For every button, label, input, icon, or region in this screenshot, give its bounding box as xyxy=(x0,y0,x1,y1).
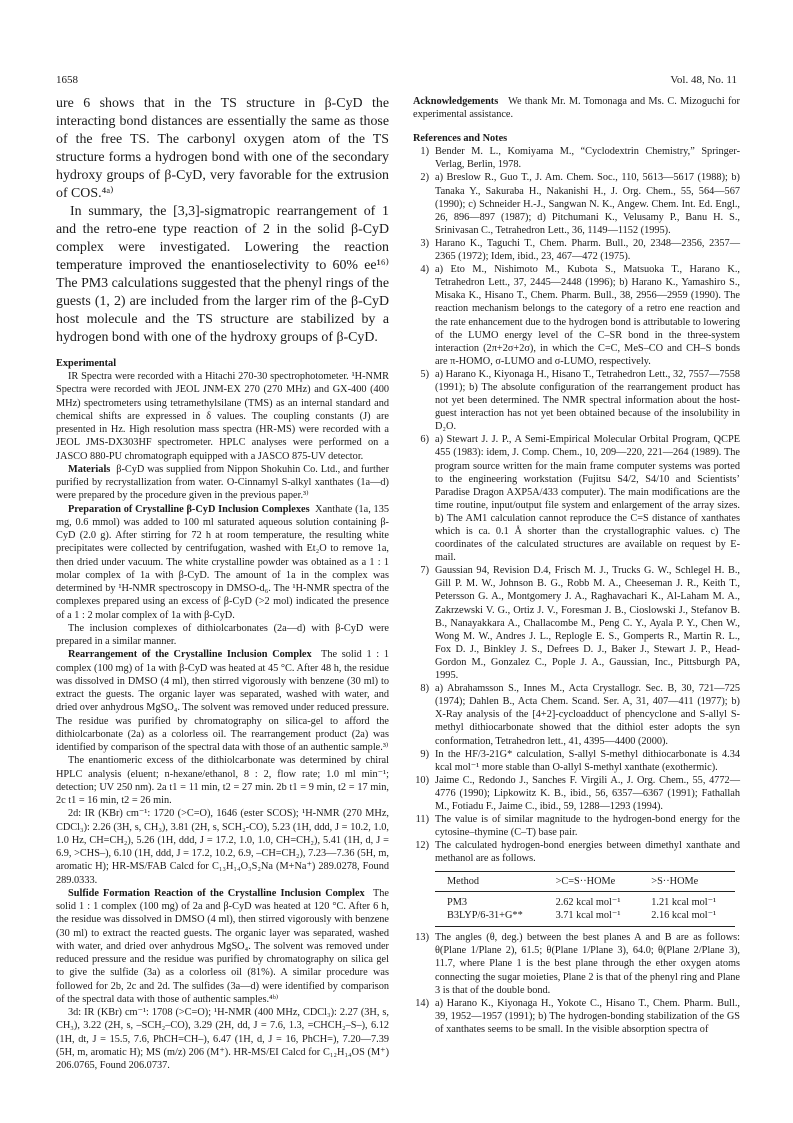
reference-number: 3) xyxy=(420,237,429,249)
table-header-cell: >S··HOMe xyxy=(639,872,735,892)
acknowledgements-text: We thank Mr. M. Tomonaga and Ms. C. Mizoguchi for experimental assistance. xyxy=(413,96,740,121)
reference-number: 12) xyxy=(415,840,429,852)
reference-text: a) Abrahamsson S., Innes M., Acta Crystallogr. Sec. B, 30, 721—725 (1974); Dahlen B., Acta Chem. Scand. Ser. A, 31, 407—411 (1977); b) X-Ray analysis of the [4+2]-cycloadduct of phencyclone and S-allyl S-methyl dithiocarbonate showed that the dithiol ester adopts the syn conformation, Tetrahedron lett., 41, 4395—4400 (2000). xyxy=(435,683,740,747)
references-heading: References and Notes xyxy=(413,133,508,145)
sulfide-heading: Sulfide Formation Reaction of the Crystalline Inclusion Complex xyxy=(68,887,365,899)
table-cell: B3LYP/6-31+G** xyxy=(435,910,544,927)
reference-item xyxy=(413,433,740,564)
reference-item xyxy=(413,145,740,171)
materials-heading: Materials xyxy=(68,463,111,475)
rearrangement-text: The solid 1 : 1 complex (100 mg) of 1a with β-CyD was heated at 45 °C. After 48 h, the residue was dissolved in DMSO (4 ml), then stirred vigorously with benzene (30 ml) to extract the guests. The organic layer was separated, washed with water, and dried over anhydrous MgSO₄. The solvent was removed under reduced pressure. The residue was purified by chromatography on silica-gel to afford the dithiolcarbonate (2a) as a colorless oil. The rearrangement product (2a) was identified by comparison of the spectral data with those of an authentic sample.³⁾ xyxy=(56,649,389,754)
reference-item xyxy=(413,931,740,996)
reference-item xyxy=(413,368,740,433)
preparation-paragraph xyxy=(56,503,389,622)
table-header-cell: >C=S··HOMe xyxy=(544,872,640,892)
reference-number: 1) xyxy=(420,146,429,158)
reference-text: Bender M. L., Komiyama M., “Cyclodextrin Chemistry,” Springer-Verlag, Berlin, 1978. xyxy=(435,146,740,171)
reference-text: The value is of similar magnitude to the hydrogen-bond energy for the cytosine–thymine (C–T) base pair. xyxy=(435,814,740,839)
reference-text: The angles (θ, deg.) between the best planes A and B are as follows: θ(Plane 1/Plane 2), 61.5; θ(Plane 1/Plane 3), 64.0; θ(Plane 2/Plane 3), 11.7, where Plane 1 is the best plane through the ether oxygen atoms connecting the sugar moieties, Plane 2 is that of the phenyl ring and Plane 3 is that of the double bond. xyxy=(435,932,740,996)
rearrangement-heading: Rearrangement of the Crystalline Inclusion Complex xyxy=(68,649,312,661)
reference-item xyxy=(413,997,740,1036)
reference-item xyxy=(413,564,740,682)
intro-paragraph: ure 6 shows that in the TS structure in β-CyD the interacting bond distances are essentially the same as those of the free TS. The carbonyl oxygen atom of the TS structure forms a hydrogen bond with one of the secondary hydroxy groups of β-CyD, very favorable for the extrusion of COS.⁴ᵃ⁾ xyxy=(56,96,389,201)
reference-text: a) Harano K., Kiyonaga H., Hisano T., Tetrahedron Lett., 32, 7557—7558 (1991); b) The absolute configuration of the rearrangement product has not yet been determined. The NMR spectral information about the host-guest interaction has not yet been obtained because of the insolubility in D₂O. xyxy=(435,368,740,433)
page-header xyxy=(56,74,737,88)
preparation-heading: Preparation of Crystalline β-CyD Inclusion Complexes xyxy=(68,503,310,515)
table-cell: 2.62 kcal mol⁻¹ xyxy=(555,897,621,909)
table-cell: 3.71 kcal mol⁻¹ xyxy=(544,910,640,927)
reference-number: 13) xyxy=(415,932,429,944)
reference-number: 8) xyxy=(420,683,429,695)
reference-number: 5) xyxy=(420,368,429,380)
acknowledgements xyxy=(413,95,740,121)
data-2d-paragraph: 2d: IR (KBr) cm⁻¹: 1720 (>C=O), 1646 (ester SCOS); ¹H-NMR (270 MHz, CDCl₃): 2.26 (3H, s, CH₃), 3.81 (2H, s, SCH₂-CO), 5.23 (1H, ddd, J = 10.2, 1.0, 1.0 Hz, CH=CH₂), 5.26 (1H, ddd, J = 17.2, 1.0, 1.0, CH=CH₂), 5.41 (1H, d, J = 6.9, >CHS–), 6.10 (1H, ddd, J = 17.2, 10.2, 6.9, –CH=CH₂), 7.23—7.36 (5H, m, aromatic H); HR-MS/FAB Calcd for C₁₃H₁₄O₃S₂Na (M+Na⁺) 289.0278, Found 289.0333. xyxy=(56,808,389,886)
reference-text: Harano K., Taguchi T., Chem. Pharm. Bull., 20, 2348—2356, 2357—2365 (1972); Idem, ibid., 23, 467—472 (1975). xyxy=(435,237,740,263)
reference-number: 9) xyxy=(420,748,429,760)
references-list-continued xyxy=(413,931,740,1036)
summary-paragraph: In summary, the [3,3]-sigmatropic rearrangement of 1 and the retro-ene type reaction of 2 in the solid β-CyD complex were investigated. Lowering the reaction temperature improved the enantioselectivity to 60% ee¹⁶⁾ The PM3 calculations suggested that the phenyl rings of the guests (1, 2) are included from the larger rim of the β-CyD host molecule and the TS structure are stabilized by a hydrogen bond with one of the hydroxy groups of β-CyD. xyxy=(56,204,389,345)
reference-item xyxy=(413,813,740,839)
reference-item xyxy=(413,839,740,865)
reference-number: 6) xyxy=(420,434,429,446)
reference-number: 10) xyxy=(415,774,429,786)
reference-text: Jaime C., Redondo J., Sanches F. Virgili A., J. Org. Chem., 55, 4772—4776 (1990); Lipkowitz K. B., ibid., 56, 6357—6367 (1991); Fathallah M., Fotiadu F., Jaime C., ibid., 59, 1288—1293 (1994). xyxy=(435,774,740,812)
reference-text: Gaussian 94, Revision D.4, Frisch M. J., Trucks G. W., Schlegel H. B., Gill P. M. W., Johnson B. G., Robb M. A., Cheeseman J. R., Keith T., Petersson G. A., Montgomery J. A., Raghavachari K., Al-Laham M. A., Zakrzewski V. G., Ortiz J. V., Foresman J. B., Cioslowski J., Stefanov B. B., Nanayakkara A., Challacombe M., Peng C. Y., Ayala P. Y., Chen W., Wong M. W., Andres J. L., Replogle E. S., Gomperts R., Martin R. L., Fox D. J., Binkley J. S., Defrees D. J., Baker J., Stewart J. P., Head-Gordon M., Gonzalez C., Pople J. A., Gaussian, Inc., Pittsburgh PA, 1995. xyxy=(435,565,740,682)
table-cell: 1.21 kcal mol⁻¹ xyxy=(651,897,717,909)
page-number: 1658 xyxy=(56,74,78,86)
reference-number: 7) xyxy=(420,565,429,577)
materials-paragraph xyxy=(56,463,389,503)
table-header-row xyxy=(435,872,735,892)
reference-number: 14) xyxy=(415,997,429,1009)
reference-number: 11) xyxy=(415,814,429,826)
reference-number: 2) xyxy=(420,172,429,184)
sulfide-paragraph xyxy=(56,887,389,1006)
reference-text: a) Harano K., Kiyonaga H., Yokote C., Hisano T., Chem. Pharm. Bull., 39, 1952—1957 (1991); b) The hydrogen-bonding stabilization of the GS of xanthates seems to be small. In the visible absorption spectra of xyxy=(435,997,740,1035)
references-list xyxy=(413,145,740,865)
inclusion-paragraph: The inclusion complexes of dithiolcarbonates (2a—d) with β-CyD were prepared in a similar manner. xyxy=(56,622,389,648)
table-row xyxy=(435,910,735,927)
left-column xyxy=(56,95,389,1072)
table-cell: 2.16 kcal mol⁻¹ xyxy=(639,910,735,927)
reference-item xyxy=(413,682,740,747)
reference-text: a) Eto M., Nishimoto M., Kubota S., Matsuoka T., Harano K., Tetrahedron Lett., 37, 2445—2448 (1996); b) Harano K., Yamashiro S., Misaka K., Hisano T., Chem. Pharm. Bull., 38, 2956—2959 (1990). The reaction mechanism belongs to the category of a retro ene reaction and the rate enhancement due to the hydrogen bond is attributable to lowering of the LUMO energy level of the C–SR bond in the three-system interaction (2π+2σ+2σ), in which the C=C, MeS–CO and CH–S bonds are π-HOMO, σ-LUMO and σ-LUMO, respectively. xyxy=(435,264,740,367)
table-cell: PM3 xyxy=(447,897,468,909)
reference-text: a) Breslow R., Guo T., J. Am. Chem. Soc., 110, 5613—5617 (1988); b) Tanaka Y., Sakuraba H., Nakanishi H., J. Org. Chem., 55, 564—567 (1990); c) Schneider H.-J., Sangwan N. K., Angew. Chem. Int. Ed. Engl., 26, 896—897 (1987); d) Pitchumani K., Velusamy P., Banu H. S., Srinivasan C., Tetrahedron Lett., 36, 1149—1152 (1995). xyxy=(435,172,740,236)
reference-text: In the HF/3-21G* calculation, S-allyl S-methyl dithiocarbonate is 4.34 kcal mol⁻¹ more stable than O-allyl S-methyl xanthate (exothermic). xyxy=(435,748,740,773)
hydrogen-bond-table xyxy=(435,871,735,927)
reference-item xyxy=(413,237,740,263)
right-column xyxy=(413,95,740,1036)
reference-text: a) Stewart J. J. P., A Semi-Empirical Molecular Orbital Program, QCPE 455 (1983): idem, J. Comp. Chem., 10, 209—220, 221—264 (1989). The program source written for the main frame computer systems was ported to the engineering workstation (Fujitsu S4/2, S4/10 and Scientists’ Paradise Dragon AXP5A/433 computer). The main modifications are the time routine, input/output file system and enlargement of the array sizes. b) The AM1 calculation cannot reproduce the C=S distance of xanthates which is ca. 0.1 Å shorter than the crystallographic values. c) The coordinates of the calculated structures are available on request by E-mail. xyxy=(435,434,740,564)
experimental-heading: Experimental xyxy=(56,358,117,369)
experimental-intro: IR Spectra were recorded with a Hitachi 270-30 spectrophotometer. ¹H-NMR Spectra were recorded with JEOL JNM-EX 270 (270 MHz) and GX-400 (400 MHz) spectrometers using tetramethylsilane (TMS) as an internal standard and chemical shifts are expressed in δ values. The coupling constants (J) are presented in Hz. High resolution mass spectra (HR-MS) were recorded with a JEOL JMS-DX303HF spectrometer. HPLC analyses were performed on a JASCO 880-PU chromatograph equipped with a JASCO 875-UV detector. xyxy=(56,371,389,462)
sulfide-text: The solid 1 : 1 complex (100 mg) of 2a and β-CyD was heated at 120 °C. After 6 h, the residue was dissolved in DMSO (4 ml), then stirred vigorously with benzene (30 ml) to extract the reacted guests. The organic layer was separated, washed with water, and dried over anhydrous MgSO₄. The solvent was removed under reduced pressure and the residue was purified by chromatography on silica gel to give the sulfide (3a) as a colorless oil (81%). A similar procedure was followed for 2b, 2c and 2d. The sulfides (3a—d) were identified by comparison of the spectral data with those of authentic samples.⁴ᵇ⁾ xyxy=(56,887,389,1005)
reference-item xyxy=(413,748,740,774)
preparation-text: Xanthate (1a, 135 mg, 0.6 mmol) was added to 100 ml saturated aqueous solution containing β-CyD (2.0 g). After stirring for 72 h at room temperature, the resulting white precipitates were collected by centrifugation, washed with Et₂O to remove 1a, then dried under vacuum. The white crystalline powder was obtained as a 1 : 1 molar complex of 1a with β-CyD. The amount of 1a in the complex was determined by ¹H-NMR spectroscopy in DMSO-d₆. The ¹H-NMR spectra of the complexes prepared using an excess of β-CyD (>2 mol) indicated the presence of a 1 : 2 molar complex of 1a with β-CyD. xyxy=(56,503,390,621)
reference-number: 4) xyxy=(420,264,429,276)
reference-item xyxy=(413,171,740,236)
acknowledgements-heading: Acknowledgements xyxy=(413,96,499,107)
reference-item xyxy=(413,263,740,368)
materials-text: β-CyD was supplied from Nippon Shokuhin Co. Ltd., and further purified by recrystallization from water. O-Cinnamyl S-alkyl xanthates (1a—d) were prepared by the procedure given in the previous paper.³⁾ xyxy=(56,463,390,502)
ee-paragraph: The enantiomeric excess of the dithiolcarbonate was determined by chiral HPLC analysis (eluent; n-hexane/ethanol, 8 : 2, flow rate; 1.0 ml min⁻¹; detection; UV 250 nm). 2a t1 = 11 min, t2 = 27 min. 2b t1 = 9 min, t2 = 17 min, 2c t1 = 16 min, t2 = 26 min. xyxy=(56,755,389,807)
table-header-cell: Method xyxy=(435,872,544,892)
table-row xyxy=(435,892,735,910)
reference-item xyxy=(413,774,740,813)
reference-text: The calculated hydrogen-bond energies between dimethyl xanthate and methanol are as follows. xyxy=(435,840,740,865)
volume-info: Vol. 48, No. 11 xyxy=(670,74,737,86)
rearrangement-paragraph xyxy=(56,648,389,754)
data-3d-paragraph: 3d: IR (KBr) cm⁻¹: 1708 (>C=O); ¹H-NMR (400 MHz, CDCl₃): 2.27 (3H, s, CH₃), 3.22 (2H, s, –SCH₂–CO), 3.29 (2H, dd, J = 7.6, 1.3, =CHCH₂–S–), 6.12 (1H, dt, J = 15.5, 7.6, PhCH=CH–), 6.47 (1H, d, J = 16, PhCH=), 7.20—7.39 (5H, m, aromatic H); MS (m/z) 206 (M⁺). HR-MS/EI Calcd for C₁₂H₁₄OS (M⁺) 206.0765, Found 206.0737. xyxy=(56,1007,389,1072)
